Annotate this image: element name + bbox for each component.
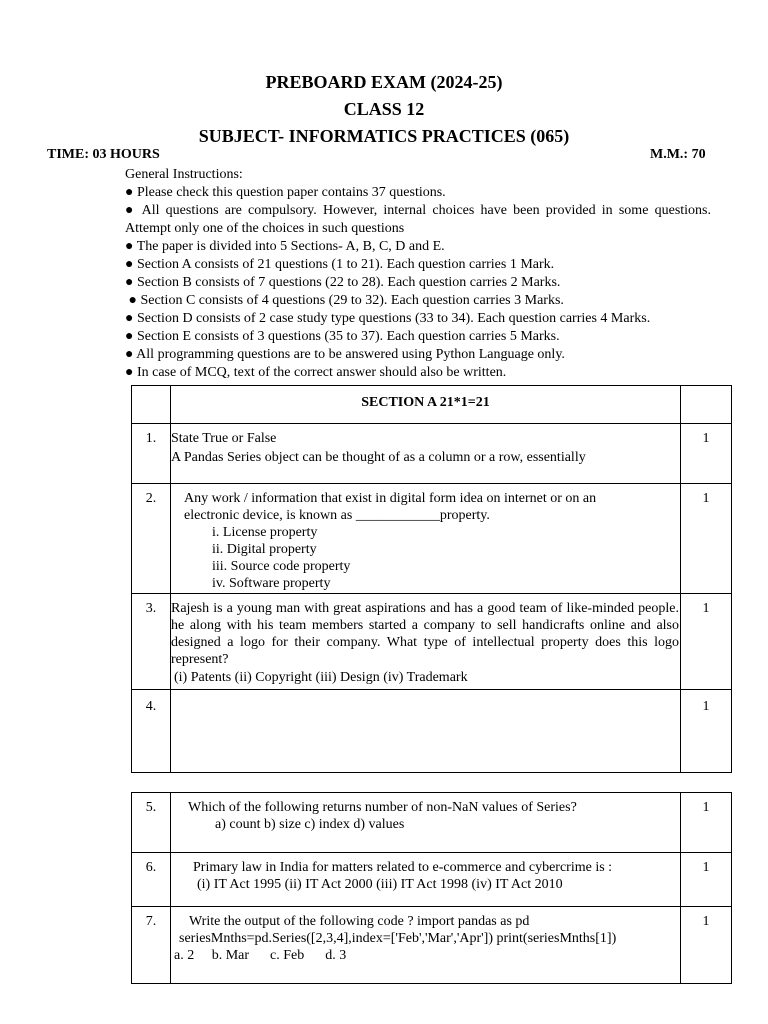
question-mark: 1 [681, 424, 732, 484]
q5-options: a) count b) size c) index d) values [215, 817, 405, 832]
instruction-item: ● All programming questions are to be answered using Python Language only. [125, 347, 565, 362]
q7-line2: seriesMnths=pd.Series([2,3,4],index=['Feb','Mar','Apr']) print(seriesMnths[1]) [179, 931, 617, 946]
question-row-7 [132, 907, 732, 984]
question-mark: 1 [681, 793, 732, 853]
question-text [171, 690, 681, 773]
max-marks-label: M.M.: 70 [650, 147, 706, 162]
question-row-2 [132, 484, 732, 594]
question-text [171, 484, 681, 594]
question-table-2 [131, 792, 732, 984]
question-row-5 [132, 793, 732, 853]
subject-title: SUBJECT- INFORMATICS PRACTICES (065) [198, 126, 570, 146]
question-mark: 1 [681, 907, 732, 984]
exam-title: PREBOARD EXAM (2024-25) [265, 72, 503, 92]
instruction-item: ● In case of MCQ, text of the correct answer should also be written. [125, 365, 507, 380]
question-number: 6. [132, 853, 171, 907]
question-number: 1. [132, 424, 171, 484]
question-number: 2. [132, 484, 171, 594]
q7-line1: Write the output of the following code ? import pandas as pd [189, 914, 530, 929]
section-header-row [132, 386, 732, 424]
instruction-item: ● Section B consists of 7 questions (22 to 28). Each question carries 2 Marks. [125, 275, 561, 290]
instruction-item: ● The paper is divided into 5 Sections- A, B, C, D and E. [125, 239, 445, 254]
q2-text: Any work / information that exist in digital form idea on internet or on an electronic device, is known as ____________property. [184, 491, 597, 523]
q1-line2: A Pandas Series object can be thought of as a column or a row, essentially [171, 450, 586, 465]
q6-text: Primary law in India for matters related to e-commerce and cybercrime is : [193, 860, 613, 875]
instruction-item: ● Section A consists of 21 questions (1 to 21). Each question carries 1 Mark. [125, 257, 555, 272]
mark-cell [681, 386, 732, 424]
question-row-3 [132, 594, 732, 690]
q2-option: i. License property [212, 525, 318, 540]
question-row-1 [132, 424, 732, 484]
class-title: CLASS 12 [343, 99, 425, 119]
instruction-item: ● Section C consists of 4 questions (29 to 32). Each question carries 3 Marks. [125, 293, 564, 308]
q2-option: ii. Digital property [212, 542, 317, 557]
question-number: 4. [132, 690, 171, 773]
question-text [171, 907, 681, 984]
question-text [171, 424, 681, 484]
question-table-1 [131, 385, 732, 773]
time-label: TIME: 03 HOURS [47, 147, 160, 162]
instruction-item: ● All questions are compulsory. However, internal choices have been provided in some questions. Attempt only one of the choices in such questions [125, 203, 711, 236]
instruction-item: ● Section E consists of 3 questions (35 to 37). Each question carries 5 Marks. [125, 329, 560, 344]
question-mark: 1 [681, 853, 732, 907]
question-text [171, 793, 681, 853]
question-mark: 1 [681, 484, 732, 594]
general-instructions [125, 166, 711, 382]
question-mark: 1 [681, 690, 732, 773]
q3-options: (i) Patents (ii) Copyright (iii) Design (iv) Trademark [174, 670, 468, 685]
q6-options: (i) IT Act 1995 (ii) IT Act 2000 (iii) IT Act 1998 (iv) IT Act 2010 [197, 877, 563, 892]
q3-text: Rajesh is a young man with great aspirations and has a good team of like-minded people. he along with his team members started a company to sell handicrafts online and also designed a logo for their company. What type of intellectual property does this logo represent? [171, 601, 679, 667]
question-number: 7. [132, 907, 171, 984]
section-title: SECTION A 21*1=21 [171, 386, 681, 424]
instruction-item: ● Please check this question paper contains 37 questions. [125, 185, 446, 200]
question-number: 3. [132, 594, 171, 690]
question-text [171, 853, 681, 907]
question-mark: 1 [681, 594, 732, 690]
q5-text: Which of the following returns number of non-NaN values of Series? [188, 800, 577, 815]
num-cell [132, 386, 171, 424]
question-text [171, 594, 681, 690]
q2-option: iv. Software property [212, 576, 331, 591]
q2-option: iii. Source code property [212, 559, 351, 574]
question-row-4 [132, 690, 732, 773]
instruction-item: ● Section D consists of 2 case study type questions (33 to 34). Each question carries 4 Marks. [125, 311, 651, 326]
q7-options: a. 2 b. Mar c. Feb d. 3 [174, 948, 347, 963]
q1-line1: State True or False [171, 431, 277, 446]
question-number: 5. [132, 793, 171, 853]
instructions-heading: General Instructions: [125, 167, 243, 182]
question-row-6 [132, 853, 732, 907]
